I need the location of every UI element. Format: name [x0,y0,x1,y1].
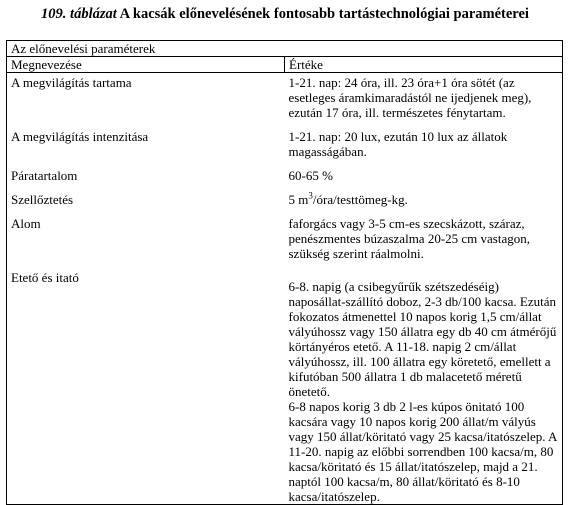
table-header-row [7,41,563,57]
table-title: A kacsák előnevelésének fontosabb tartástechnológiai paraméterei [119,6,529,22]
ventilation-value-exponent: 3 [308,190,313,201]
column-header-name: Megnevezése [7,57,285,73]
table-number: 109. táblázat [41,6,117,22]
ventilation-value-prefix: 5 m [288,192,309,207]
row-value-humidity: 60-65 % [288,168,333,183]
drinker-paragraph: 6-8 napos korig 3 db 2 l-es kúpos önitató 100 kacsára vagy 10 napos korig 200 állat/m vályús vagy 150 állat/köritató vagy 25 kacsa/itatószelep. A 11-20. napig az előbbi sorrendben 100 kacsa/m, 80 kacsa/köritató és 15 állat/itatószelep, majd a 21. naptól 100 kacsa/m, 80 állat/köritató és 8-10 kacsa/itatószelep. [288,399,557,504]
feeder-paragraph: 6-8. napig (a csibegyűrűk szétszedéséig) naposállat-szállító doboz, 2-3 db/100 kacsa. Ezután fokozatos átmenettel 10 napos korig 1,5 cm/állat vályúhossz vagy 150 állatra egy db 40 cm átmérőjű körtányéros etető. A 11-18. napig 2 cm/állat vályúhossz, ill. 100 állatra egy köretető, emellett a kifutóban 500 állatra 1 db malacetető méretű önetető. [288,279,557,399]
row-name-lighting-duration: A megvilágítás tartama [11,75,132,90]
row-value-ventilation [285,183,563,207]
row-value-lighting-duration: 1-21. nap: 24 óra, ill. 23 óra+1 óra sötét (az esetleges áramkimaradástól ne ijedjenek meg), ezután 17 óra, ill. természetes fénytartam. [288,75,532,120]
row-value-feeder-drinker [285,261,563,505]
row-value-litter: faforgács vagy 3-5 cm-es szecskázott, száraz, penészmentes búzaszalma 20-25 cm vastagon, szükség szerint ráalmolni. [288,216,530,261]
table-caption [0,6,570,23]
row-value-lighting-intensity: 1-21. nap: 20 lux, ezután 10 lux az állatok magasságában. [288,129,508,159]
ventilation-value-suffix: /óra/testtömeg-kg. [312,192,408,207]
table-row [7,261,563,505]
table-row [7,73,563,121]
row-name-humidity: Páratartalom [11,168,78,183]
row-name-ventilation: Szellőztetés [11,192,74,207]
table-row [7,207,563,261]
row-name-litter: Alom [11,216,41,231]
table-header: Az előnevelési paraméterek [7,41,563,57]
table-row [7,120,563,159]
row-name-feeder-drinker: Etető és itató [11,270,79,285]
parameters-table [6,40,563,505]
column-header-row [7,57,563,73]
column-header-value: Értéke [285,57,563,73]
row-name-lighting-intensity: A megvilágítás intenzitása [11,129,149,144]
table-row [7,159,563,183]
table-row [7,183,563,207]
